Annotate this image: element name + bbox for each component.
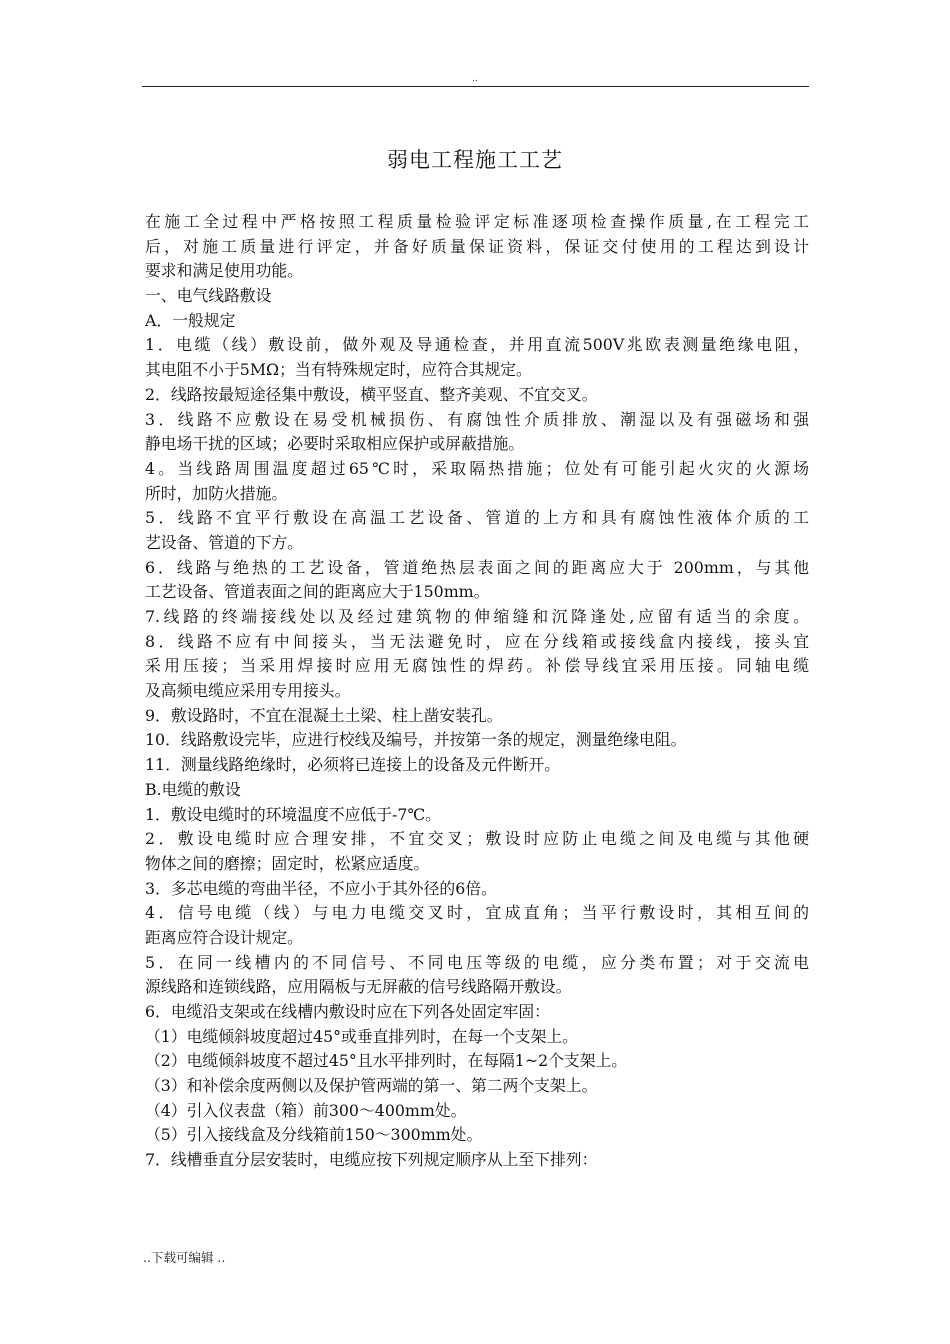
text-line: 要求和满足使用功能。 (145, 261, 303, 281)
document-title: 弱电工程施工工艺 (387, 148, 563, 172)
text-line: 4。当线路周围温度超过65℃时，采取隔热措施；位处有可能引起火灾的火源场 (145, 458, 809, 478)
header-mark: .. (472, 74, 478, 84)
text-line: 10．线路敷设完毕，应进行校线及编号，并按第一条的规定，测量绝缘电阻。 (145, 730, 687, 750)
text-line: 采用压接；当采用焊接时应用无腐蚀性的焊药。补偿导线宜采用压接。同轴电缆 (145, 656, 809, 676)
text-line: 3．线路不应敷设在易受机械损伤、有腐蚀性介质排放、潮湿以及有强磁场和强 (145, 409, 809, 429)
text-line: 一、电气线路敷设 (145, 286, 272, 306)
text-line: B.电缆的敷设 (145, 779, 241, 799)
text-line: 距离应符合设计规定。 (145, 927, 303, 947)
text-line: 6．电缆沿支架或在线槽内敷设时应在下列各处固定牢固： (145, 1002, 550, 1021)
text-line: （5）引入接线盒及分线箱前150～300mm处。 (145, 1125, 483, 1145)
document-body (145, 210, 809, 1173)
text-line: （1）电缆倾斜坡度超过45°或垂直排列时，在每一个支架上。 (145, 1026, 578, 1046)
text-line: 及高频电缆应采用专用接头。 (145, 681, 351, 701)
text-line: 4．信号电缆（线）与电力电缆交叉时，宜成直角；当平行敷设时，其相互间的 (145, 903, 809, 923)
text-line: 7.线路的终端接线处以及经过建筑物的伸缩缝和沉降逢处,应留有适当的余度。 (145, 607, 809, 626)
text-line: 工艺设备、管道表面之间的距离应大于150mm。 (145, 582, 490, 602)
text-line: 所时，加防火措施。 (145, 483, 288, 503)
text-line: 9．敷设路时，不宜在混凝土土梁、柱上凿安装孔。 (145, 705, 503, 725)
text-line: 3．多芯电缆的弯曲半径，不应小于其外径的6倍。 (145, 878, 497, 898)
text-line: 2．线路按最短途径集中敷设，横平竖直、整齐美观、不宜交叉。 (145, 384, 598, 404)
text-line: 后，对施工质量进行评定，并备好质量保证资料，保证交付使用的工程达到设计 (145, 236, 809, 256)
text-line: A．一般规定 (145, 310, 236, 330)
text-line: 11．测量线路绝缘时，必须将已连接上的设备及元件断开。 (145, 755, 561, 775)
text-line: 6．线路与绝热的工艺设备，管道绝热层表面之间的距离应大于 200mm，与其他 (145, 557, 809, 577)
text-line: 源线路和连锁线路，应用隔板与无屏蔽的信号线路隔开敷设。 (145, 977, 572, 997)
text-line: 1．敷设电缆时的环境温度不应低于-7℃。 (145, 804, 441, 824)
text-line: 5．在同一线槽内的不同信号、不同电压等级的电缆，应分类布置；对于交流电 (145, 952, 809, 972)
text-line: （3）和补偿余度两侧以及保护管两端的第一、第二两个支架上。 (145, 1076, 598, 1096)
text-line: 在施工全过程中严格按照工程质量检验评定标准逐项检查操作质量,在工程完工 (145, 212, 809, 231)
text-line: 艺设备、管道的下方。 (145, 532, 303, 552)
text-line: 5．线路不宜平行敷设在高温工艺设备、管道的上方和具有腐蚀性液体介质的工 (145, 508, 809, 528)
text-line: 物体之间的磨擦；固定时，松紧应适度。 (145, 853, 430, 873)
footer-text: ..下载可编辑 .. (143, 1250, 226, 1265)
text-line: 2．敷设电缆时应合理安排，不宜交叉；敷设时应防止电缆之间及电缆与其他硬 (145, 829, 809, 849)
text-line: （4）引入仪表盘（箱）前300～400mm处。 (145, 1100, 467, 1120)
text-line: （2）电缆倾斜坡度不超过45°且水平排列时，在每隔1~2个支架上。 (145, 1051, 628, 1071)
header-rule (142, 86, 809, 87)
text-line: 静电场干扰的区域；必要时采取相应保护或屏蔽措施。 (145, 434, 525, 454)
text-line: 1．电缆（线）敷设前，做外观及导通检查，并用直流500V兆欧表测量绝缘电阻， (145, 335, 809, 355)
text-line: 8．线路不应有中间接头，当无法避免时，应在分线箱或接线盒内接线，接头宜 (145, 631, 809, 651)
text-line: 7．线槽垂直分层安装时，电缆应按下列规定顺序从上至下排列： (145, 1150, 598, 1170)
text-line: 其电阻不小于5MΩ；当有特殊规定时，应符合其规定。 (145, 360, 532, 380)
